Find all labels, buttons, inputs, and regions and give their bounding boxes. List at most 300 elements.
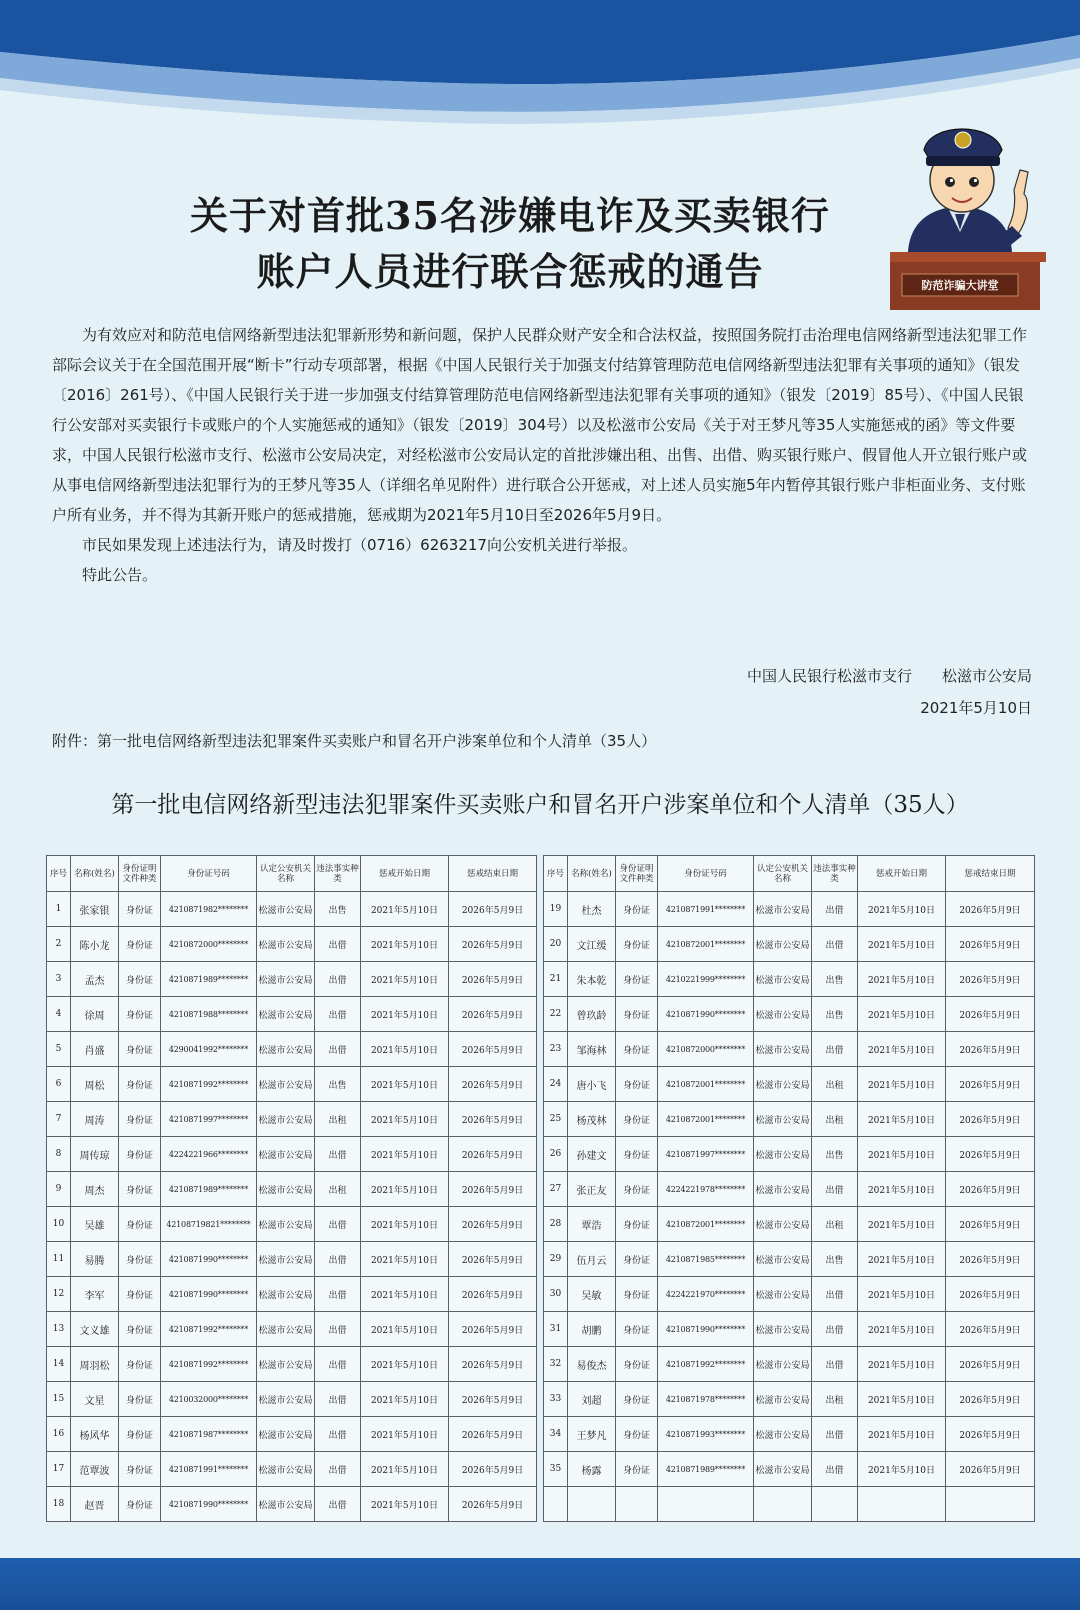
agency-cell: 松滋市公安局 bbox=[754, 1347, 812, 1382]
violation-cell: 出借 bbox=[315, 1032, 361, 1067]
seq-cell: 26 bbox=[544, 1137, 568, 1172]
end-date-cell: 2026年5月9日 bbox=[946, 1102, 1035, 1137]
roster-header-row bbox=[544, 856, 1035, 892]
notice-title bbox=[120, 188, 900, 300]
id-type-cell: 身份证 bbox=[119, 1137, 161, 1172]
seq-cell: 28 bbox=[544, 1207, 568, 1242]
seq-cell: 2 bbox=[47, 927, 71, 962]
id-number-cell: 4210871992******** bbox=[161, 1312, 257, 1347]
table-row bbox=[544, 1102, 1035, 1137]
end-date-cell: 2026年5月9日 bbox=[449, 1102, 537, 1137]
id-type-cell: 身份证 bbox=[119, 962, 161, 997]
name-cell: 伍月云 bbox=[568, 1242, 616, 1277]
name-cell: 朱本乾 bbox=[568, 962, 616, 997]
start-date-cell bbox=[858, 1487, 946, 1522]
violation-cell: 出售 bbox=[812, 1242, 858, 1277]
table-row bbox=[544, 1137, 1035, 1172]
violation-cell: 出借 bbox=[812, 927, 858, 962]
id-number-cell: 42108719821******** bbox=[161, 1207, 257, 1242]
seq-cell: 17 bbox=[47, 1452, 71, 1487]
id-type-cell: 身份证 bbox=[119, 1417, 161, 1452]
id-number-cell: 4210871989******** bbox=[161, 1172, 257, 1207]
start-date-cell: 2021年5月10日 bbox=[361, 997, 449, 1032]
end-date-cell: 2026年5月9日 bbox=[946, 997, 1035, 1032]
agency-cell: 松滋市公安局 bbox=[754, 1242, 812, 1277]
id-number-cell: 4210871985******** bbox=[658, 1242, 754, 1277]
start-date-cell: 2021年5月10日 bbox=[361, 1487, 449, 1522]
violation-cell: 出借 bbox=[315, 1487, 361, 1522]
end-date-cell: 2026年5月9日 bbox=[449, 1487, 537, 1522]
agency-cell: 松滋市公安局 bbox=[754, 1172, 812, 1207]
seq-cell: 9 bbox=[47, 1172, 71, 1207]
header-name: 名称(姓名) bbox=[71, 856, 119, 892]
header-end-date: 惩戒结束日期 bbox=[946, 856, 1035, 892]
agency-cell: 松滋市公安局 bbox=[257, 1487, 315, 1522]
violation-cell: 出借 bbox=[315, 1382, 361, 1417]
id-type-cell: 身份证 bbox=[616, 927, 658, 962]
id-number-cell: 4210871997******** bbox=[658, 1137, 754, 1172]
name-cell: 刘超 bbox=[568, 1382, 616, 1417]
end-date-cell: 2026年5月9日 bbox=[946, 1137, 1035, 1172]
start-date-cell: 2021年5月10日 bbox=[858, 1067, 946, 1102]
end-date-cell: 2026年5月9日 bbox=[449, 1172, 537, 1207]
end-date-cell: 2026年5月9日 bbox=[449, 1032, 537, 1067]
violation-cell: 出租 bbox=[315, 1172, 361, 1207]
start-date-cell: 2021年5月10日 bbox=[361, 1417, 449, 1452]
header-start-date: 惩戒开始日期 bbox=[858, 856, 946, 892]
start-date-cell: 2021年5月10日 bbox=[858, 1312, 946, 1347]
roster-body-right bbox=[544, 892, 1035, 1522]
seq-cell: 1 bbox=[47, 892, 71, 927]
table-row bbox=[544, 1172, 1035, 1207]
name-cell: 周涛 bbox=[71, 1102, 119, 1137]
start-date-cell: 2021年5月10日 bbox=[858, 997, 946, 1032]
violation-cell: 出借 bbox=[315, 997, 361, 1032]
seq-cell: 22 bbox=[544, 997, 568, 1032]
name-cell: 胡鹏 bbox=[568, 1312, 616, 1347]
start-date-cell: 2021年5月10日 bbox=[858, 1382, 946, 1417]
notice-body bbox=[52, 320, 1037, 590]
seq-cell: 11 bbox=[47, 1242, 71, 1277]
violation-cell: 出售 bbox=[812, 997, 858, 1032]
attachment-note: 附件：第一批电信网络新型违法犯罪案件买卖账户和冒名开户涉案单位和个人清单（35人） bbox=[52, 732, 657, 750]
end-date-cell: 2026年5月9日 bbox=[946, 1207, 1035, 1242]
end-date-cell: 2026年5月9日 bbox=[946, 1242, 1035, 1277]
list-title: 第一批电信网络新型违法犯罪案件买卖账户和冒名开户涉案单位和个人清单（35人） bbox=[111, 792, 969, 818]
table-row bbox=[47, 1032, 537, 1067]
end-date-cell: 2026年5月9日 bbox=[946, 1452, 1035, 1487]
id-type-cell: 身份证 bbox=[119, 1382, 161, 1417]
id-number-cell: 4210871993******** bbox=[658, 1417, 754, 1452]
violation-cell: 出售 bbox=[812, 1137, 858, 1172]
end-date-cell bbox=[946, 1487, 1035, 1522]
end-date-cell: 2026年5月9日 bbox=[946, 1417, 1035, 1452]
id-number-cell: 4210871990******** bbox=[161, 1487, 257, 1522]
id-number-cell: 4210871989******** bbox=[658, 1452, 754, 1487]
start-date-cell: 2021年5月10日 bbox=[361, 1312, 449, 1347]
name-cell: 陈小龙 bbox=[71, 927, 119, 962]
violation-cell: 出借 bbox=[812, 1347, 858, 1382]
agency-cell: 松滋市公安局 bbox=[257, 1277, 315, 1312]
name-cell: 杨风华 bbox=[71, 1417, 119, 1452]
start-date-cell: 2021年5月10日 bbox=[361, 1277, 449, 1312]
agency-cell: 松滋市公安局 bbox=[754, 1417, 812, 1452]
name-cell: 周杰 bbox=[71, 1172, 119, 1207]
header-id-type: 身份证明文件种类 bbox=[119, 856, 161, 892]
table-row bbox=[47, 997, 537, 1032]
issuer-police: 松滋市公安局 bbox=[941, 667, 1032, 685]
agency-cell: 松滋市公安局 bbox=[257, 997, 315, 1032]
seq-cell: 32 bbox=[544, 1347, 568, 1382]
agency-cell: 松滋市公安局 bbox=[257, 962, 315, 997]
agency-cell: 松滋市公安局 bbox=[754, 892, 812, 927]
id-number-cell: 4210871989******** bbox=[161, 962, 257, 997]
table-row bbox=[47, 1312, 537, 1347]
violation-cell: 出租 bbox=[315, 1102, 361, 1137]
violation-cell: 出借 bbox=[315, 1207, 361, 1242]
name-cell: 周传琼 bbox=[71, 1137, 119, 1172]
id-number-cell: 4210871987******** bbox=[161, 1417, 257, 1452]
seq-cell: 16 bbox=[47, 1417, 71, 1452]
violation-cell: 出借 bbox=[812, 1417, 858, 1452]
violation-cell: 出借 bbox=[315, 1277, 361, 1312]
violation-cell: 出借 bbox=[315, 1417, 361, 1452]
start-date-cell: 2021年5月10日 bbox=[858, 1102, 946, 1137]
violation-cell: 出借 bbox=[315, 1312, 361, 1347]
table-row bbox=[544, 1312, 1035, 1347]
table-row bbox=[47, 1102, 537, 1137]
table-row bbox=[47, 1207, 537, 1242]
end-date-cell: 2026年5月9日 bbox=[449, 997, 537, 1032]
id-number-cell: 4210872000******** bbox=[161, 927, 257, 962]
violation-cell: 出借 bbox=[315, 927, 361, 962]
id-type-cell: 身份证 bbox=[616, 892, 658, 927]
seq-cell: 33 bbox=[544, 1382, 568, 1417]
start-date-cell: 2021年5月10日 bbox=[858, 1277, 946, 1312]
seq-cell: 29 bbox=[544, 1242, 568, 1277]
id-number-cell: 4210871991******** bbox=[161, 1452, 257, 1487]
table-row bbox=[47, 1487, 537, 1522]
violation-cell: 出借 bbox=[315, 962, 361, 997]
agency-cell: 松滋市公安局 bbox=[754, 1137, 812, 1172]
agency-cell: 松滋市公安局 bbox=[754, 1207, 812, 1242]
seq-cell: 12 bbox=[47, 1277, 71, 1312]
id-type-cell: 身份证 bbox=[119, 892, 161, 927]
violation-cell: 出售 bbox=[812, 962, 858, 997]
agency-cell: 松滋市公安局 bbox=[257, 927, 315, 962]
table-row bbox=[47, 1067, 537, 1102]
table-row bbox=[544, 1417, 1035, 1452]
agency-cell: 松滋市公安局 bbox=[754, 1312, 812, 1347]
start-date-cell: 2021年5月10日 bbox=[858, 1242, 946, 1277]
id-number-cell: 4210871988******** bbox=[161, 997, 257, 1032]
name-cell: 孙建文 bbox=[568, 1137, 616, 1172]
table-row bbox=[544, 892, 1035, 927]
start-date-cell: 2021年5月10日 bbox=[858, 1452, 946, 1487]
start-date-cell: 2021年5月10日 bbox=[858, 892, 946, 927]
agency-cell: 松滋市公安局 bbox=[754, 1067, 812, 1102]
roster-table-left bbox=[46, 855, 537, 1522]
id-type-cell: 身份证 bbox=[616, 1172, 658, 1207]
table-row bbox=[47, 1347, 537, 1382]
agency-cell: 松滋市公安局 bbox=[754, 997, 812, 1032]
name-cell: 杨茂林 bbox=[568, 1102, 616, 1137]
violation-cell: 出租 bbox=[812, 1067, 858, 1102]
id-number-cell: 4210871991******** bbox=[658, 892, 754, 927]
start-date-cell: 2021年5月10日 bbox=[361, 1452, 449, 1487]
name-cell: 杨露 bbox=[568, 1452, 616, 1487]
roster-body-left bbox=[47, 892, 537, 1522]
id-number-cell: 4210872001******** bbox=[658, 927, 754, 962]
seq-cell: 4 bbox=[47, 997, 71, 1032]
end-date-cell: 2026年5月9日 bbox=[449, 927, 537, 962]
roster-table-right bbox=[543, 855, 1035, 1522]
agency-cell: 松滋市公安局 bbox=[257, 1207, 315, 1242]
id-type-cell: 身份证 bbox=[119, 1032, 161, 1067]
end-date-cell: 2026年5月9日 bbox=[449, 1067, 537, 1102]
start-date-cell: 2021年5月10日 bbox=[858, 927, 946, 962]
table-row bbox=[544, 1207, 1035, 1242]
id-type-cell: 身份证 bbox=[119, 997, 161, 1032]
id-number-cell: 4210872001******** bbox=[658, 1102, 754, 1137]
start-date-cell: 2021年5月10日 bbox=[858, 962, 946, 997]
seq-cell: 10 bbox=[47, 1207, 71, 1242]
agency-cell: 松滋市公安局 bbox=[257, 1417, 315, 1452]
id-type-cell: 身份证 bbox=[119, 1207, 161, 1242]
agency-cell: 松滋市公安局 bbox=[754, 1452, 812, 1487]
violation-cell: 出借 bbox=[315, 1452, 361, 1487]
seq-cell: 15 bbox=[47, 1382, 71, 1417]
table-row bbox=[544, 1242, 1035, 1277]
start-date-cell: 2021年5月10日 bbox=[361, 962, 449, 997]
seq-cell: 5 bbox=[47, 1032, 71, 1067]
start-date-cell: 2021年5月10日 bbox=[858, 1172, 946, 1207]
table-row bbox=[544, 1067, 1035, 1102]
table-row bbox=[544, 1277, 1035, 1312]
police-mascot-icon bbox=[890, 110, 1060, 310]
violation-cell: 出售 bbox=[315, 1067, 361, 1102]
seq-cell: 27 bbox=[544, 1172, 568, 1207]
name-cell: 覃浩 bbox=[568, 1207, 616, 1242]
name-cell: 唐小飞 bbox=[568, 1067, 616, 1102]
id-number-cell: 4210871978******** bbox=[658, 1382, 754, 1417]
id-type-cell: 身份证 bbox=[119, 1102, 161, 1137]
table-row bbox=[47, 892, 537, 927]
agency-cell: 松滋市公安局 bbox=[257, 1347, 315, 1382]
end-date-cell: 2026年5月9日 bbox=[449, 1277, 537, 1312]
name-cell: 王梦凡 bbox=[568, 1417, 616, 1452]
violation-cell: 出借 bbox=[812, 1312, 858, 1347]
violation-cell: 出借 bbox=[315, 1347, 361, 1382]
name-cell bbox=[568, 1487, 616, 1522]
agency-cell: 松滋市公安局 bbox=[257, 1102, 315, 1137]
table-row bbox=[47, 1137, 537, 1172]
agency-cell: 松滋市公安局 bbox=[257, 1382, 315, 1417]
agency-cell: 松滋市公安局 bbox=[257, 1137, 315, 1172]
table-row-empty bbox=[544, 1487, 1035, 1522]
header-id-number: 身份证号码 bbox=[658, 856, 754, 892]
id-number-cell: 4210872001******** bbox=[658, 1067, 754, 1102]
end-date-cell: 2026年5月9日 bbox=[946, 1172, 1035, 1207]
seq-cell: 8 bbox=[47, 1137, 71, 1172]
id-number-cell bbox=[658, 1487, 754, 1522]
header-agency: 认定公安机关名称 bbox=[754, 856, 812, 892]
name-cell: 孟杰 bbox=[71, 962, 119, 997]
roster-header-row bbox=[47, 856, 537, 892]
table-row bbox=[47, 1452, 537, 1487]
seq-cell: 35 bbox=[544, 1452, 568, 1487]
name-cell: 张正友 bbox=[568, 1172, 616, 1207]
agency-cell: 松滋市公安局 bbox=[257, 1067, 315, 1102]
table-row bbox=[47, 1172, 537, 1207]
name-cell: 李军 bbox=[71, 1277, 119, 1312]
id-number-cell: 4210872001******** bbox=[658, 1207, 754, 1242]
notice-title-line-1: 关于对首批35名涉嫌电诈及买卖银行 bbox=[190, 193, 830, 238]
name-cell: 邹海林 bbox=[568, 1032, 616, 1067]
end-date-cell: 2026年5月9日 bbox=[449, 1417, 537, 1452]
end-date-cell: 2026年5月9日 bbox=[449, 1452, 537, 1487]
issue-date: 2021年5月10日 bbox=[920, 699, 1032, 717]
end-date-cell: 2026年5月9日 bbox=[449, 1242, 537, 1277]
agency-cell: 松滋市公安局 bbox=[257, 892, 315, 927]
agency-cell: 松滋市公安局 bbox=[257, 1312, 315, 1347]
seq-cell bbox=[544, 1487, 568, 1522]
end-date-cell: 2026年5月9日 bbox=[449, 892, 537, 927]
id-number-cell: 4210871990******** bbox=[658, 1312, 754, 1347]
name-cell: 范覃波 bbox=[71, 1452, 119, 1487]
end-date-cell: 2026年5月9日 bbox=[946, 962, 1035, 997]
agency-cell: 松滋市公安局 bbox=[754, 1277, 812, 1312]
id-number-cell: 4290041992******** bbox=[161, 1032, 257, 1067]
agency-cell: 松滋市公安局 bbox=[754, 1102, 812, 1137]
id-type-cell: 身份证 bbox=[616, 997, 658, 1032]
header-violation: 违法事实种类 bbox=[315, 856, 361, 892]
id-number-cell: 4210871982******** bbox=[161, 892, 257, 927]
agency-cell: 松滋市公安局 bbox=[754, 927, 812, 962]
agency-cell bbox=[754, 1487, 812, 1522]
end-date-cell: 2026年5月9日 bbox=[449, 1137, 537, 1172]
id-number-cell: 4210871990******** bbox=[161, 1277, 257, 1312]
end-date-cell: 2026年5月9日 bbox=[449, 1207, 537, 1242]
id-type-cell: 身份证 bbox=[616, 1452, 658, 1487]
end-date-cell: 2026年5月9日 bbox=[946, 892, 1035, 927]
end-date-cell: 2026年5月9日 bbox=[946, 1312, 1035, 1347]
id-type-cell: 身份证 bbox=[616, 1382, 658, 1417]
agency-cell: 松滋市公安局 bbox=[257, 1032, 315, 1067]
name-cell: 杜杰 bbox=[568, 892, 616, 927]
id-type-cell: 身份证 bbox=[119, 1242, 161, 1277]
violation-cell: 出售 bbox=[315, 892, 361, 927]
seq-cell: 34 bbox=[544, 1417, 568, 1452]
seq-cell: 3 bbox=[47, 962, 71, 997]
name-cell: 曾玖龄 bbox=[568, 997, 616, 1032]
violation-cell: 出借 bbox=[812, 1277, 858, 1312]
seq-cell: 24 bbox=[544, 1067, 568, 1102]
violation-cell: 出借 bbox=[315, 1242, 361, 1277]
id-type-cell: 身份证 bbox=[616, 962, 658, 997]
start-date-cell: 2021年5月10日 bbox=[858, 1032, 946, 1067]
notice-signature bbox=[747, 660, 1032, 724]
id-type-cell: 身份证 bbox=[616, 1312, 658, 1347]
mascot-sign-text: 防范诈骗大讲堂 bbox=[921, 279, 999, 292]
start-date-cell: 2021年5月10日 bbox=[858, 1137, 946, 1172]
start-date-cell: 2021年5月10日 bbox=[361, 1067, 449, 1102]
header-id-number: 身份证号码 bbox=[161, 856, 257, 892]
violation-cell: 出借 bbox=[812, 892, 858, 927]
seq-cell: 19 bbox=[544, 892, 568, 927]
id-type-cell: 身份证 bbox=[119, 927, 161, 962]
id-type-cell: 身份证 bbox=[616, 1207, 658, 1242]
id-number-cell: 4210871992******** bbox=[161, 1347, 257, 1382]
seq-cell: 6 bbox=[47, 1067, 71, 1102]
id-type-cell: 身份证 bbox=[616, 1417, 658, 1452]
seq-cell: 14 bbox=[47, 1347, 71, 1382]
table-row bbox=[544, 1382, 1035, 1417]
end-date-cell: 2026年5月9日 bbox=[946, 927, 1035, 962]
table-row bbox=[47, 1277, 537, 1312]
name-cell: 徐周 bbox=[71, 997, 119, 1032]
name-cell: 张家银 bbox=[71, 892, 119, 927]
seq-cell: 25 bbox=[544, 1102, 568, 1137]
agency-cell: 松滋市公安局 bbox=[257, 1242, 315, 1277]
end-date-cell: 2026年5月9日 bbox=[946, 1382, 1035, 1417]
name-cell: 文义雄 bbox=[71, 1312, 119, 1347]
name-cell: 易俊杰 bbox=[568, 1347, 616, 1382]
notice-title-line-2: 账户人员进行联合惩戒的通告 bbox=[256, 249, 764, 294]
notice-paragraph-closing: 特此公告。 bbox=[82, 566, 158, 584]
name-cell: 易腾 bbox=[71, 1242, 119, 1277]
name-cell: 肖盛 bbox=[71, 1032, 119, 1067]
agency-cell: 松滋市公安局 bbox=[754, 962, 812, 997]
table-row bbox=[544, 1032, 1035, 1067]
header-start-date: 惩戒开始日期 bbox=[361, 856, 449, 892]
start-date-cell: 2021年5月10日 bbox=[361, 1172, 449, 1207]
end-date-cell: 2026年5月9日 bbox=[946, 1067, 1035, 1102]
seq-cell: 7 bbox=[47, 1102, 71, 1137]
id-number-cell: 4210871992******** bbox=[658, 1347, 754, 1382]
end-date-cell: 2026年5月9日 bbox=[946, 1032, 1035, 1067]
end-date-cell: 2026年5月9日 bbox=[449, 962, 537, 997]
start-date-cell: 2021年5月10日 bbox=[858, 1417, 946, 1452]
table-row bbox=[47, 1382, 537, 1417]
end-date-cell: 2026年5月9日 bbox=[449, 1382, 537, 1417]
agency-cell: 松滋市公安局 bbox=[257, 1452, 315, 1487]
id-type-cell: 身份证 bbox=[616, 1102, 658, 1137]
table-row bbox=[47, 1242, 537, 1277]
violation-cell: 出借 bbox=[315, 1137, 361, 1172]
table-row bbox=[544, 997, 1035, 1032]
id-number-cell: 4210872000******** bbox=[658, 1032, 754, 1067]
id-type-cell: 身份证 bbox=[119, 1067, 161, 1102]
id-number-cell: 4210221999******** bbox=[658, 962, 754, 997]
id-number-cell: 4224221978******** bbox=[658, 1172, 754, 1207]
notice-paragraph-report: 市民如果发现上述违法行为，请及时拨打（0716）6263217向公安机关进行举报。 bbox=[82, 536, 637, 554]
start-date-cell: 2021年5月10日 bbox=[858, 1347, 946, 1382]
id-type-cell: 身份证 bbox=[616, 1032, 658, 1067]
bottom-band bbox=[0, 1558, 1080, 1610]
id-type-cell: 身份证 bbox=[616, 1067, 658, 1102]
id-number-cell: 4210871990******** bbox=[658, 997, 754, 1032]
issuer-bank: 中国人民银行松滋市支行 bbox=[746, 667, 912, 685]
seq-cell: 21 bbox=[544, 962, 568, 997]
id-type-cell: 身份证 bbox=[616, 1347, 658, 1382]
id-type-cell: 身份证 bbox=[616, 1277, 658, 1312]
id-type-cell: 身份证 bbox=[616, 1137, 658, 1172]
start-date-cell: 2021年5月10日 bbox=[858, 1207, 946, 1242]
violation-cell: 出租 bbox=[812, 1207, 858, 1242]
id-number-cell: 4210871992******** bbox=[161, 1067, 257, 1102]
name-cell: 周松 bbox=[71, 1067, 119, 1102]
